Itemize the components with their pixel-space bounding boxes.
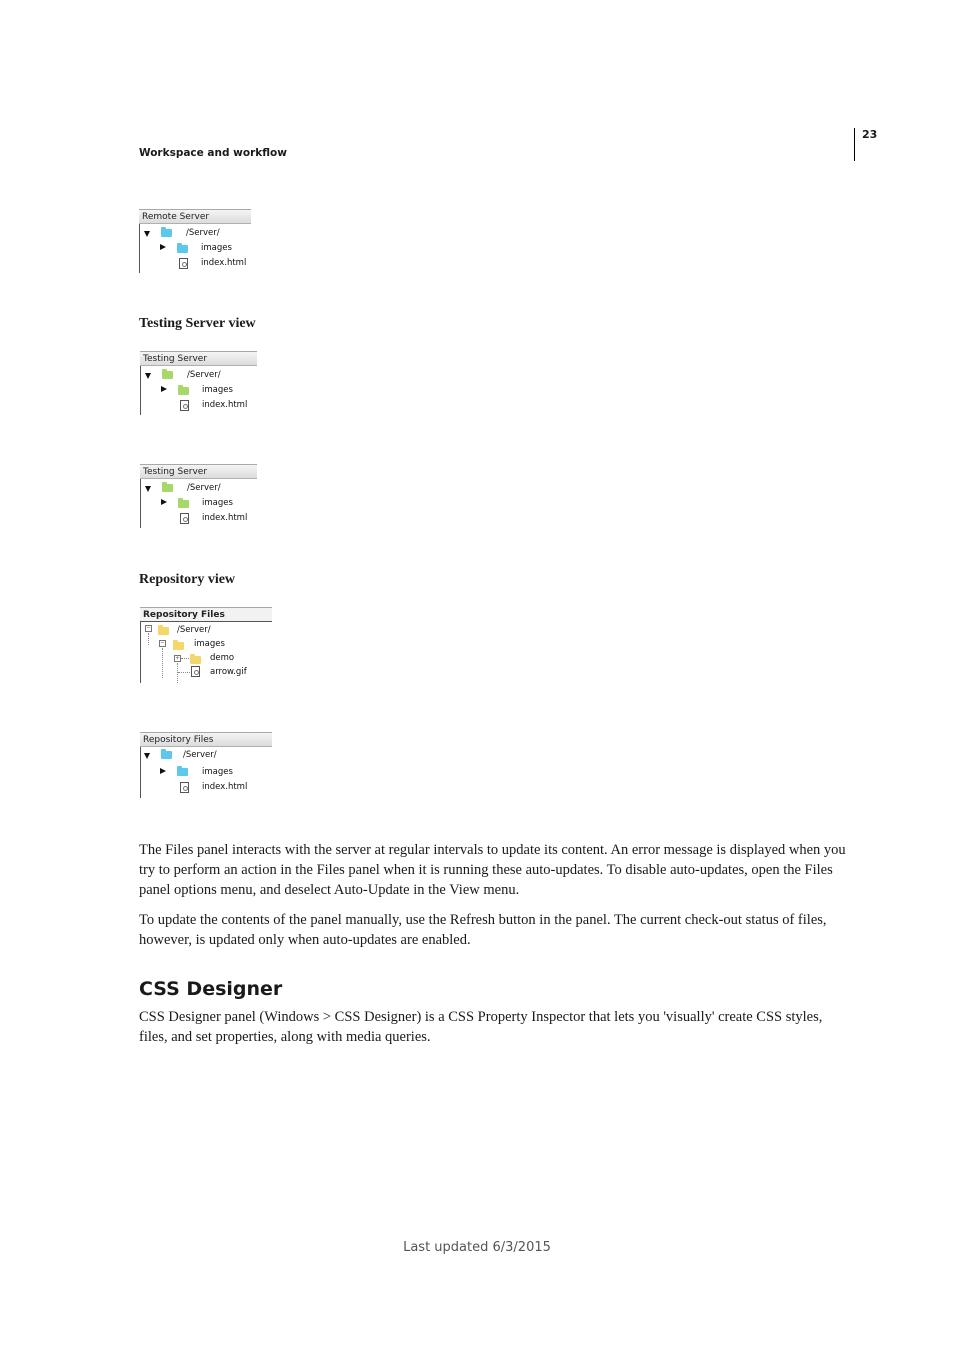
folder-icon: [177, 768, 188, 776]
expand-arrow-icon[interactable]: [161, 499, 167, 505]
panel-title: Repository Files: [140, 607, 272, 622]
folder-icon: [162, 371, 173, 379]
section-heading: CSS Designer: [139, 978, 283, 1000]
folder-icon: [162, 484, 173, 492]
repository-files-panel: [140, 607, 272, 683]
collapse-box-icon[interactable]: −: [160, 639, 165, 647]
figure-caption-testing: Testing Server view: [139, 316, 256, 331]
page-number: 23: [862, 128, 878, 141]
panel-border: [140, 479, 141, 528]
tree-folder-label[interactable]: images: [202, 767, 233, 777]
collapse-arrow-icon[interactable]: [144, 753, 150, 759]
panel-title: Repository Files: [140, 732, 272, 747]
panel-border: [140, 622, 141, 683]
testing-server-panel: [140, 351, 257, 415]
image-file-icon: [191, 666, 200, 677]
collapse-arrow-icon[interactable]: [145, 373, 151, 379]
tree-root-label[interactable]: /Server/: [187, 370, 221, 380]
tree-subfolder-label[interactable]: demo: [210, 653, 235, 663]
tree-connector: [181, 658, 189, 659]
tree-connector: [177, 663, 178, 683]
tree-connector: [148, 633, 149, 645]
folder-icon: [161, 229, 172, 237]
testing-server-panel-alt: [140, 464, 257, 528]
body-paragraph-2: To update the contents of the panel manually, use the Refresh button in the panel. The current check-out status of files, however, is updated only when auto-updates are enabled.: [139, 912, 827, 948]
folder-icon: [161, 751, 172, 759]
tree-root-label[interactable]: /Server/: [187, 483, 221, 493]
repository-files-panel-alt: [140, 732, 272, 798]
panel-title: Testing Server: [140, 464, 257, 479]
panel-title: Remote Server: [139, 209, 251, 224]
panel-title: Testing Server: [140, 351, 257, 366]
collapse-arrow-icon[interactable]: [145, 486, 151, 492]
expand-arrow-icon[interactable]: [160, 244, 166, 250]
folder-icon: [158, 627, 169, 635]
footer-last-updated: Last updated 6/3/2015: [403, 1240, 551, 1255]
panel-border: [140, 747, 141, 798]
tree-file-label[interactable]: index.html: [201, 258, 247, 268]
html-file-icon: [180, 513, 189, 524]
tree-file-label[interactable]: index.html: [202, 513, 248, 523]
tree-root-label[interactable]: /Server/: [183, 750, 217, 760]
tree-connector: [162, 648, 163, 678]
html-file-icon: [179, 258, 188, 269]
folder-icon: [173, 642, 184, 650]
tree-file-label[interactable]: index.html: [202, 782, 248, 792]
folder-icon: [177, 245, 188, 253]
expand-box-icon[interactable]: +: [175, 654, 180, 662]
tree-folder-label[interactable]: images: [194, 639, 225, 649]
tree-file-label[interactable]: index.html: [202, 400, 248, 410]
folder-icon: [190, 656, 201, 664]
tree-folder-label[interactable]: images: [202, 385, 233, 395]
tree-root-label[interactable]: /Server/: [177, 625, 211, 635]
panel-border: [140, 366, 141, 415]
collapse-arrow-icon[interactable]: [144, 231, 150, 237]
html-file-icon: [180, 782, 189, 793]
running-head: Workspace and workflow: [139, 147, 287, 159]
tree-folder-label[interactable]: images: [202, 498, 233, 508]
tree-file-label[interactable]: arrow.gif: [210, 667, 247, 677]
header-rule: [854, 128, 855, 161]
html-file-icon: [180, 400, 189, 411]
tree-root-label[interactable]: /Server/: [186, 228, 220, 238]
panel-border: [139, 224, 140, 273]
expand-arrow-icon[interactable]: [160, 768, 166, 774]
collapse-box-icon[interactable]: −: [146, 624, 151, 632]
folder-icon: [178, 500, 189, 508]
section-paragraph: CSS Designer panel (Windows > CSS Designer) is a CSS Property Inspector that lets you 'visually' create CSS styles, files, and set properties, along with media queries.: [139, 1009, 823, 1045]
body-paragraph-1: The Files panel interacts with the server at regular intervals to update its content. An error message is displayed when you try to perform an action in the Files panel when it is running these auto-updates. To disable auto-updates, open the Files panel options menu, and deselect Auto-Update in the View menu.: [139, 842, 846, 898]
folder-icon: [178, 387, 189, 395]
remote-server-panel: [139, 209, 251, 273]
expand-arrow-icon[interactable]: [161, 386, 167, 392]
tree-connector: [178, 672, 190, 673]
figure-caption-repository: Repository view: [139, 572, 236, 587]
tree-folder-label[interactable]: images: [201, 243, 232, 253]
